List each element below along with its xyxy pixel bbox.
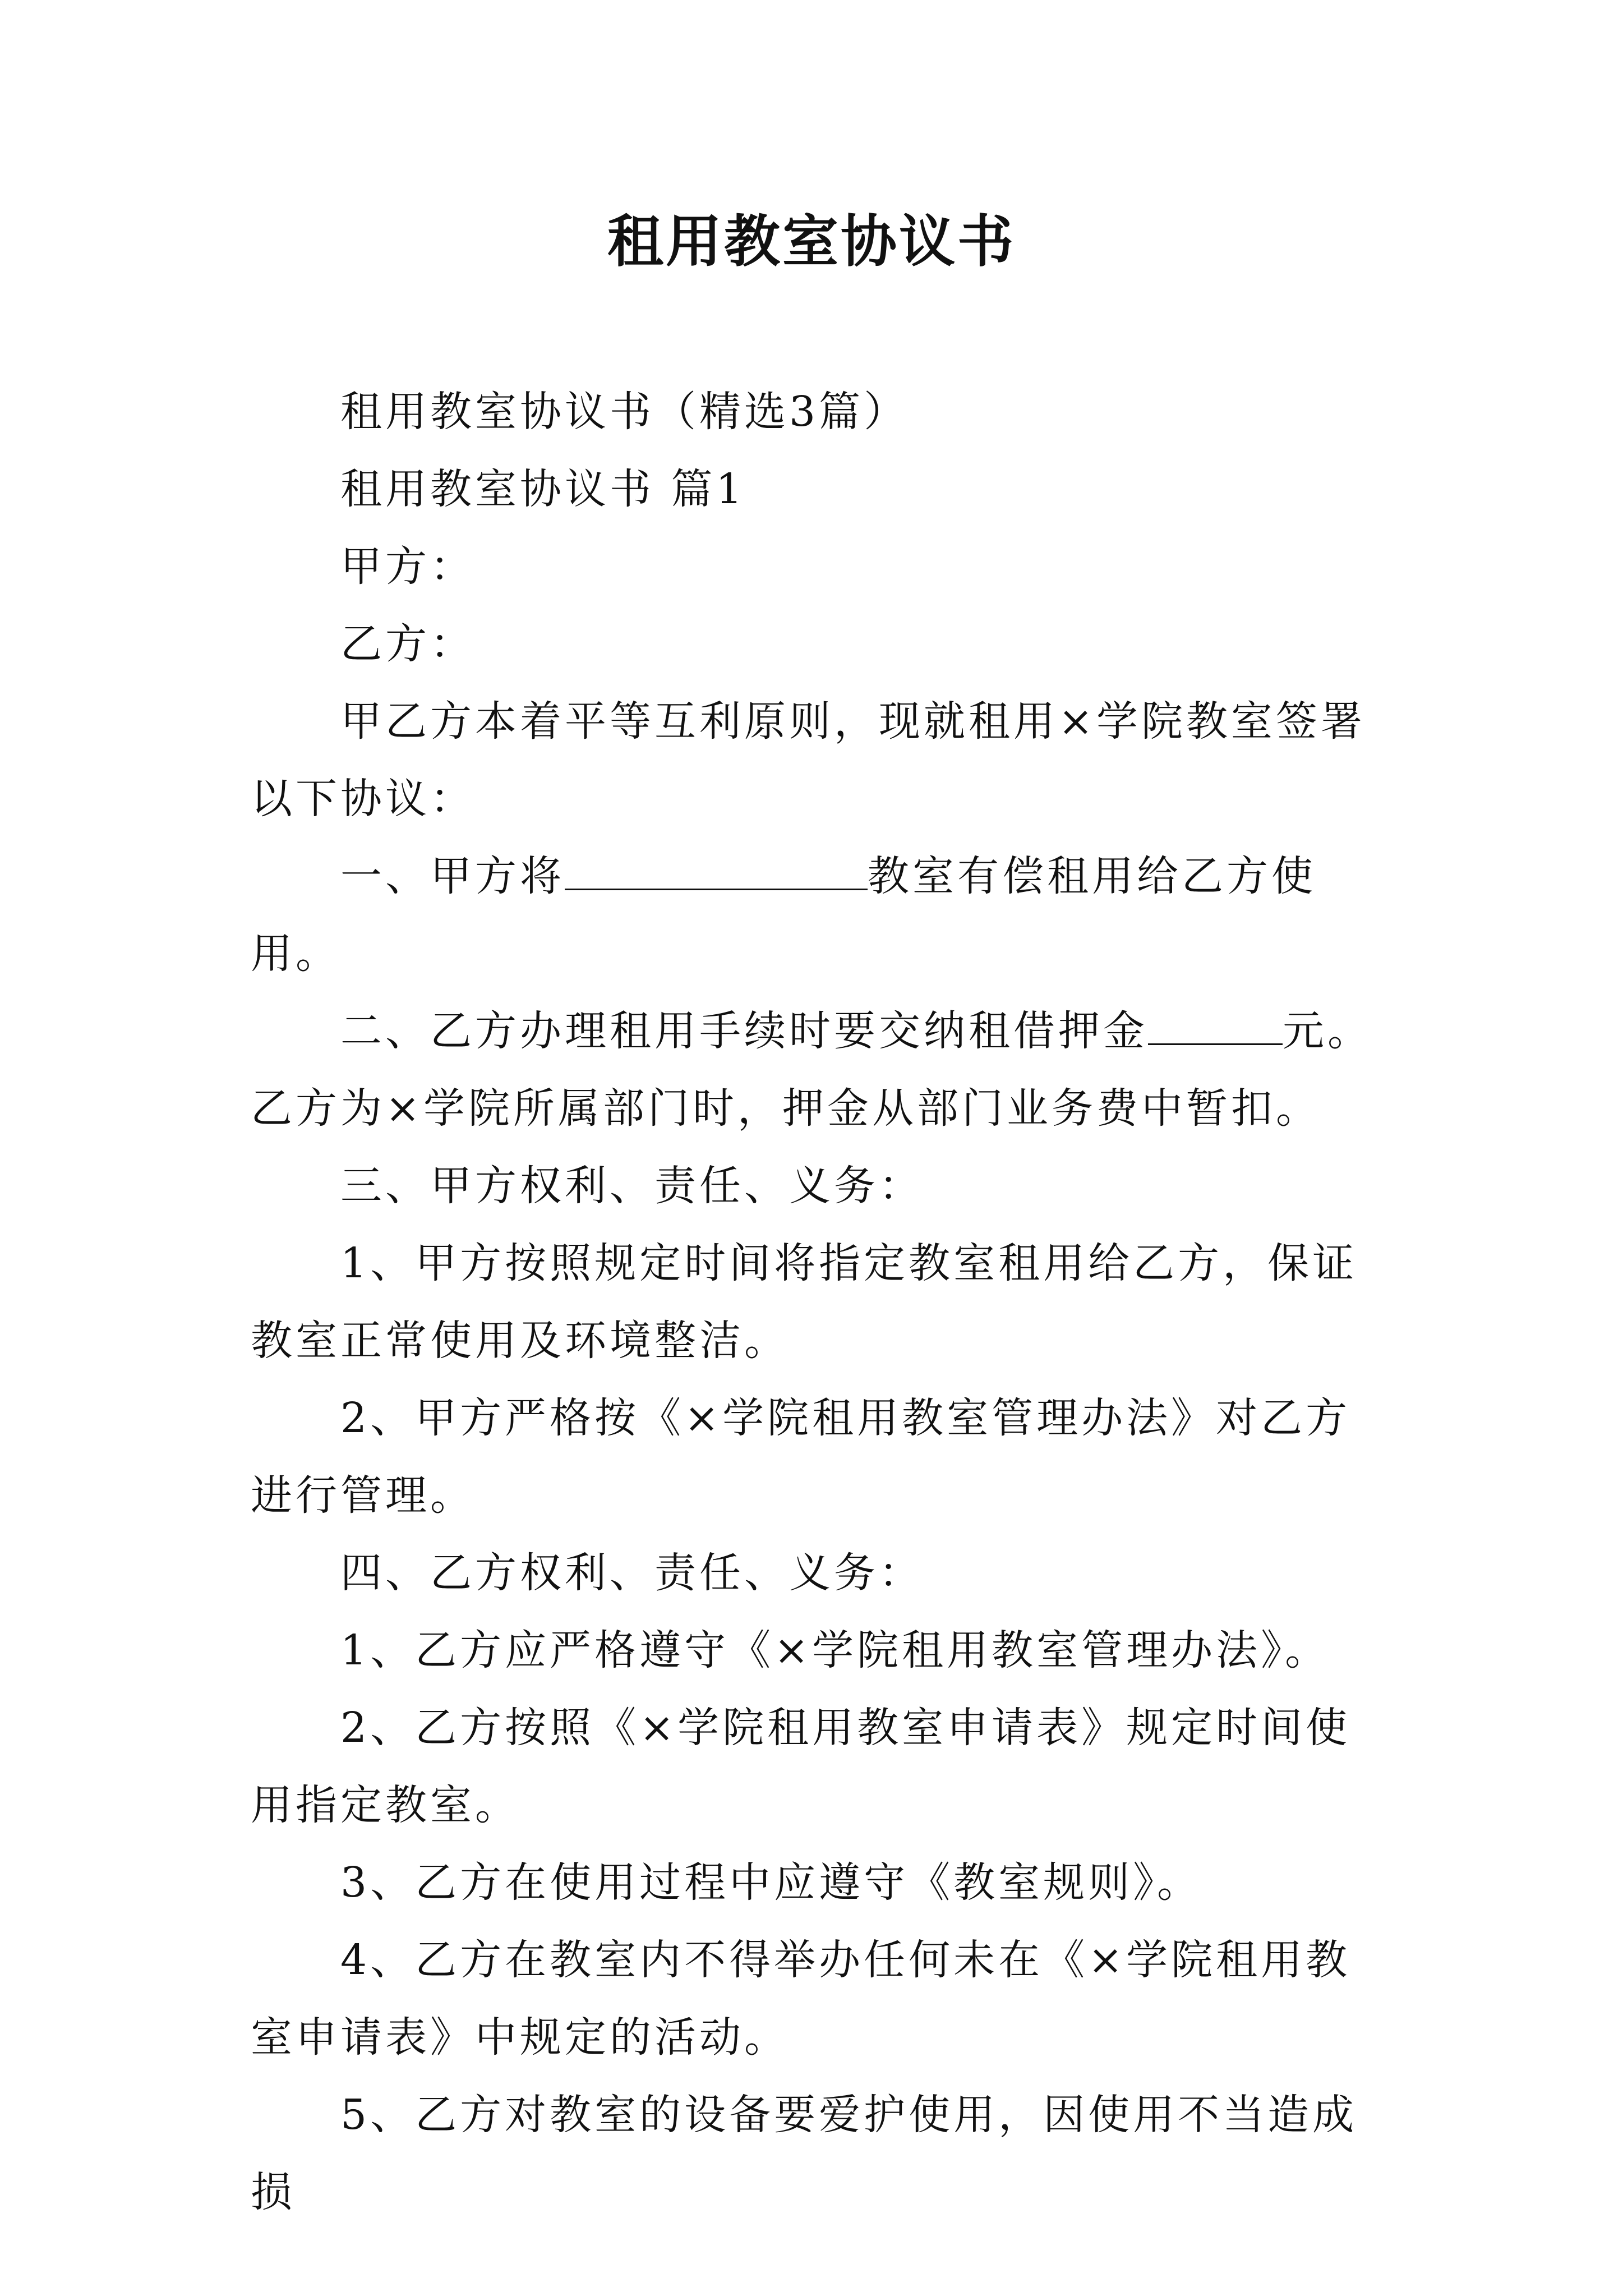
paragraph-section-4-item-1: 1、乙方应严格遵守《×学院租用教室管理办法》。 (340, 1626, 1330, 1674)
paragraph-section-4-item-3: 3、乙方在使用过程中应遵守《教室规则》。 (340, 1858, 1202, 1907)
paragraph-section-3-item-2: 2、甲方严格按《×学院租用教室管理办法》对乙方进行管理。 (251, 1394, 1351, 1520)
paragraph-party-a: 甲方： (340, 542, 475, 591)
clause-2-text-after: 元。乙方为×学院所属部门时，押金从部门业务费中暂扣。 (251, 1007, 1372, 1133)
document-title: 租用教室协议书 (607, 208, 1016, 274)
paragraph-section-3-item-1: 1、甲方按照规定时间将指定教室租用给乙方，保证教室正常使用及环境整洁。 (251, 1239, 1358, 1365)
classroom-blank-line (565, 848, 868, 890)
paragraph-party-b: 乙方： (340, 620, 475, 668)
clause-2-text-before: 二、乙方办理租用手续时要交纳租借押金 (340, 1007, 1148, 1055)
deposit-blank-line (1148, 1003, 1283, 1045)
paragraph-subtitle: 租用教室协议书（精选3篇） (340, 388, 909, 436)
clause-1-text-before: 一、甲方将 (340, 852, 565, 900)
document-body (251, 373, 1389, 2231)
paragraph-intro: 甲乙方本着平等互利原则，现就租用×学院教室签署以下协议： (251, 697, 1366, 823)
paragraph-section-heading: 租用教室协议书 篇1 (340, 465, 746, 513)
paragraph-section-4-item-2: 2、乙方按照《×学院租用教室申请表》规定时间使用指定教室。 (251, 1704, 1351, 1829)
paragraph-section-4-item-5: 5、乙方对教室的设备要爱护使用，因使用不当造成损 (251, 2091, 1358, 2216)
paragraph-section-4: 四、乙方权利、责任、义务： (340, 1549, 924, 1597)
paragraph-section-3: 三、甲方权利、责任、义务： (340, 1162, 924, 1210)
clause-1-text-after: 教室有偿租用给乙方使用。 (251, 852, 1316, 978)
paragraph-clause-2 (251, 992, 1389, 1147)
paragraph-section-4-item-4: 4、乙方在教室内不得举办任何未在《×学院租用教室申请表》中规定的活动。 (251, 1936, 1351, 2062)
paragraph-clause-1 (251, 838, 1389, 992)
